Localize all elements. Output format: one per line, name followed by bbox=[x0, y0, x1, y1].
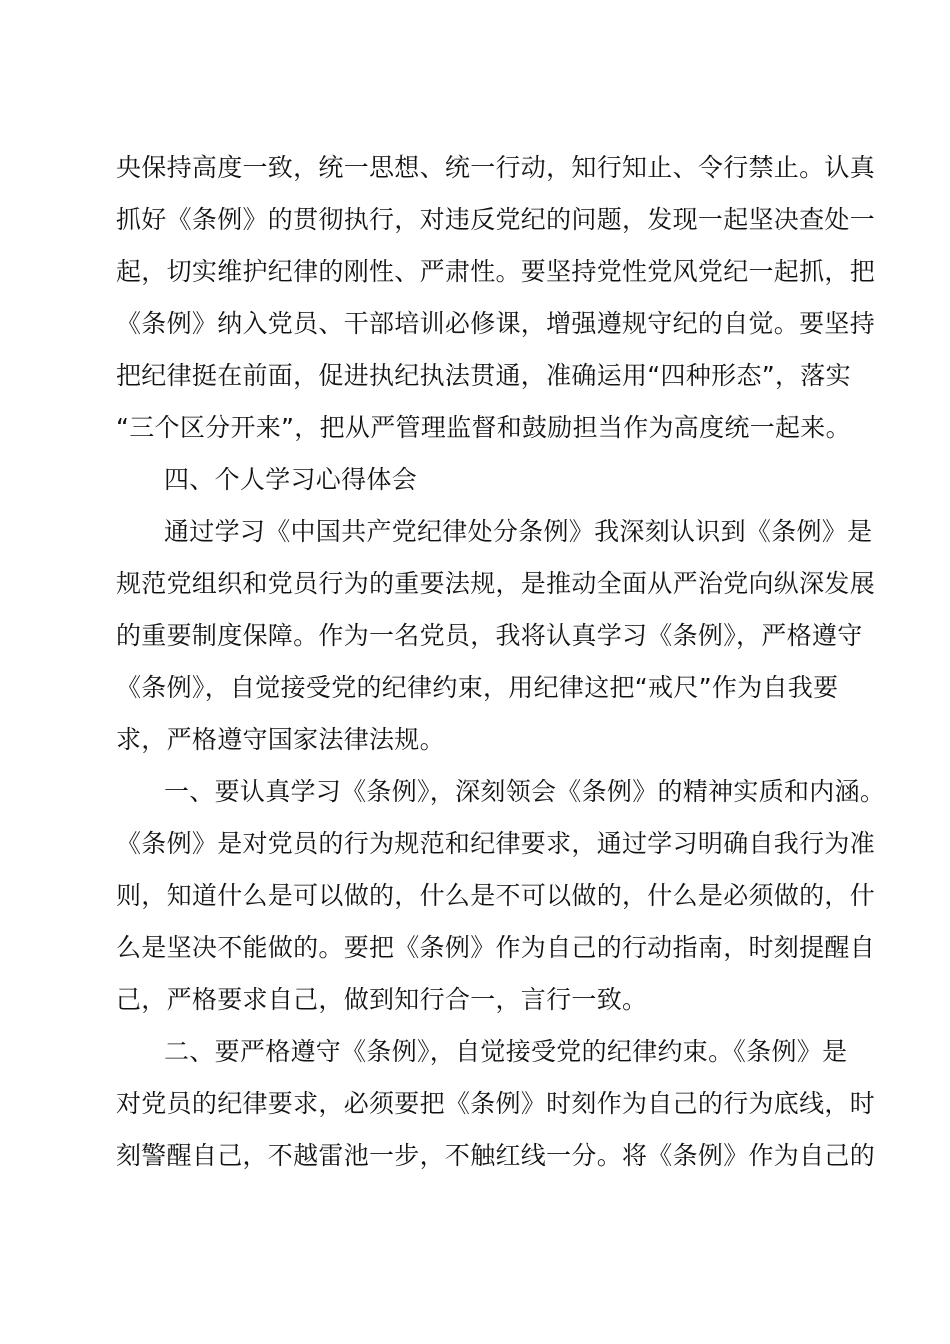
text-line: 对党员的纪律要求，必须要把《条例》时刻作为自己的行为底线，时 bbox=[116, 1089, 876, 1118]
paragraph-start: 通过学习《中国共产党纪律处分条例》我深刻认识到《条例》是 bbox=[164, 517, 873, 546]
text-line: 己，严格要求自己，做到知行合一，言行一致。 bbox=[116, 985, 648, 1014]
text-line: 的重要制度保障。作为一名党员，我将认真学习《条例》，严格遵守 bbox=[116, 621, 863, 650]
paragraph-start: 二、要严格遵守《条例》，自觉接受党的纪律约束。《条例》是 bbox=[164, 1037, 848, 1066]
text-line: 抓好《条例》的贯彻执行，对违反党纪的问题，发现一起坚决查处一 bbox=[116, 205, 876, 234]
text-line: 么是坚决不能做的。要把《条例》作为自己的行动指南，时刻提醒自 bbox=[116, 933, 876, 962]
text-line: 则，知道什么是可以做的，什么是不可以做的，什么是必须做的，什 bbox=[116, 881, 876, 910]
text-line: 求，严格遵守国家法律法规。 bbox=[116, 725, 445, 754]
text-line: “三个区分开来”，把从严管理监督和鼓励担当作为高度统一起来。 bbox=[116, 413, 851, 442]
text-line: 把纪律挺在前面，促进执纪执法贯通，准确运用“四种形态”，落实 bbox=[116, 361, 851, 390]
text-line: 《条例》纳入党员、干部培训必修课，增强遵规守纪的自觉。要坚持 bbox=[116, 309, 876, 338]
paragraph-start: 一、要认真学习《条例》，深刻领会《条例》的精神实质和内涵。 bbox=[164, 777, 886, 806]
text-line: 起，切实维护纪律的刚性、严肃性。要坚持党性党风党纪一起抓，把 bbox=[116, 257, 876, 286]
text-line: 《条例》是对党员的行为规范和纪律要求，通过学习明确自我行为准 bbox=[116, 829, 876, 858]
document-body bbox=[116, 142, 886, 1182]
text-line: 《条例》，自觉接受党的纪律约束，用纪律这把“戒尺”作为自我要 bbox=[116, 673, 839, 702]
section-heading: 四、个人学习心得体会 bbox=[164, 465, 418, 494]
text-line: 规范党组织和党员行为的重要法规，是推动全面从严治党向纵深发展 bbox=[116, 569, 876, 598]
text-line: 央保持高度一致，统一思想、统一行动，知行知止、令行禁止。认真 bbox=[116, 153, 876, 182]
text-line: 刻警醒自己，不越雷池一步，不触红线一分。将《条例》作为自己的 bbox=[116, 1141, 876, 1170]
